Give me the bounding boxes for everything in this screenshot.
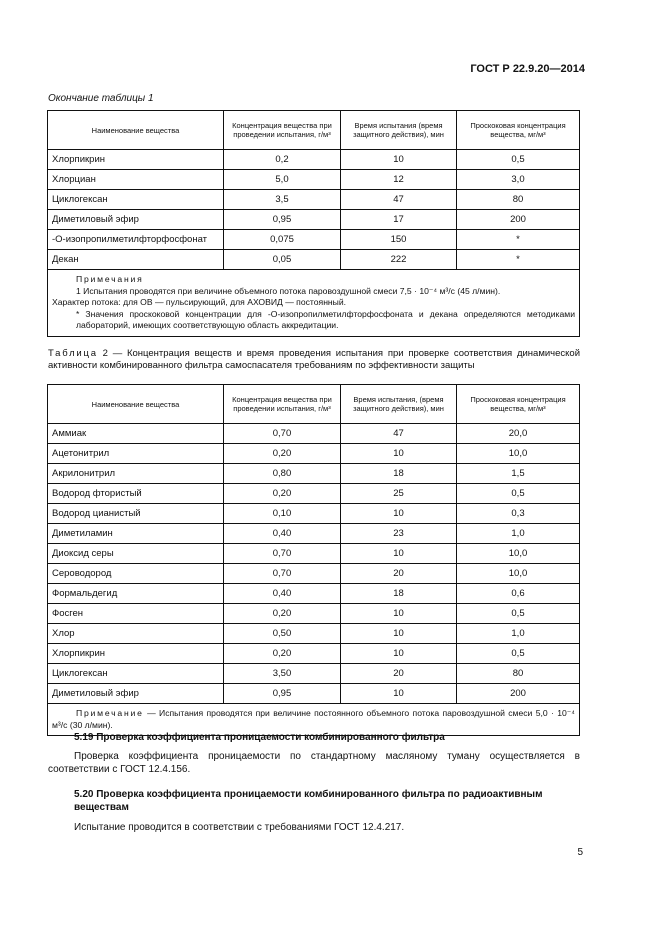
table-row xyxy=(48,250,580,270)
section-5-19 xyxy=(48,731,580,776)
value-cell: 10 xyxy=(341,504,457,524)
value-cell: 23 xyxy=(341,524,457,544)
substance-cell: Сероводород xyxy=(48,564,224,584)
value-cell: 47 xyxy=(341,424,457,444)
value-cell: 0,40 xyxy=(224,584,341,604)
value-cell: 10,0 xyxy=(457,544,580,564)
table-2 xyxy=(47,384,580,736)
note-1: 1 Испытания проводятся при величине объемного потока паровоздушной смеси 7,5 · 10⁻⁴ м³/с (45 л/мин). xyxy=(76,285,501,296)
value-cell: 10 xyxy=(341,624,457,644)
value-cell: 3,0 xyxy=(457,170,580,190)
value-cell: 0,2 xyxy=(224,150,341,170)
substance-cell: Хлорциан xyxy=(48,170,224,190)
notes-heading: Примечания xyxy=(76,274,144,284)
value-cell: 3,5 xyxy=(224,190,341,210)
value-cell: 0,80 xyxy=(224,464,341,484)
section-5-20 xyxy=(48,788,580,834)
column-header: Наименование вещества xyxy=(48,385,224,424)
table-row xyxy=(48,684,580,704)
note-2: * Значения проскоковой концентрации для -О-изопропилметилфторфосфоната и декана определяются методиками лабораторий, имеющих соответствующую область аккредитации. xyxy=(76,308,575,330)
value-cell: 0,05 xyxy=(224,250,341,270)
value-cell: 25 xyxy=(341,484,457,504)
table2-title-text: 2 — Концентрация веществ и время проведения испытания при проверке соответствия динамической активности комбинированного фильтра самоспасателя требованиям по эффективности защиты xyxy=(48,348,581,371)
value-cell: 200 xyxy=(457,684,580,704)
table2-title xyxy=(48,348,580,372)
substance-cell: Циклогексан xyxy=(48,190,224,210)
column-header: Наименование вещества xyxy=(48,111,224,150)
value-cell: 12 xyxy=(341,170,457,190)
value-cell: 0,50 xyxy=(224,624,341,644)
value-cell: 0,20 xyxy=(224,644,341,664)
value-cell: 150 xyxy=(341,230,457,250)
table-row xyxy=(48,170,580,190)
value-cell: 0,70 xyxy=(224,564,341,584)
table-row xyxy=(48,584,580,604)
substance-cell: -О-изопропилметилфторфосфонат xyxy=(48,230,224,250)
value-cell: 18 xyxy=(341,584,457,604)
substance-cell: Водород цианистый xyxy=(48,504,224,524)
table-row xyxy=(48,664,580,684)
value-cell: 200 xyxy=(457,210,580,230)
table-row xyxy=(48,190,580,210)
value-cell: 0,075 xyxy=(224,230,341,250)
substance-cell: Водород фтористый xyxy=(48,484,224,504)
substance-cell: Формальдегид xyxy=(48,584,224,604)
section-text: Проверка коэффициента проницаемости по стандартному масляному туману осуществляется в соответствии с ГОСТ 12.4.156. xyxy=(48,751,580,775)
table-row xyxy=(48,444,580,464)
table-row xyxy=(48,524,580,544)
column-header: Время испытания (время защитного действия), мин xyxy=(341,111,457,150)
table-row xyxy=(48,464,580,484)
table-notes-row xyxy=(48,270,580,337)
substance-cell: Хлорпикрин xyxy=(48,150,224,170)
column-header: Время испытания, (время защитного действия), мин xyxy=(341,385,457,424)
column-header: Концентрация вещества при проведении испытания, г/м³ xyxy=(224,111,341,150)
value-cell: 80 xyxy=(457,664,580,684)
standard-number: ГОСТ Р 22.9.20—2014 xyxy=(470,63,585,75)
column-header: Проскоковая концентрация вещества, мг/м³ xyxy=(457,385,580,424)
table-row xyxy=(48,484,580,504)
substance-cell: Диметиловый эфир xyxy=(48,684,224,704)
substance-cell: Диоксид серы xyxy=(48,544,224,564)
value-cell: 0,5 xyxy=(457,604,580,624)
value-cell: 0,40 xyxy=(224,524,341,544)
value-cell: 0,3 xyxy=(457,504,580,524)
value-cell: 10 xyxy=(341,544,457,564)
substance-cell: Диметиламин xyxy=(48,524,224,544)
value-cell: 0,5 xyxy=(457,644,580,664)
section-text: Испытание проводится в соответствии с требованиями ГОСТ 12.4.217. xyxy=(74,822,405,833)
note-text: — Испытания проводятся при величине постоянного объемного потока паровоздушной смеси 5,0 · 10⁻⁴ м³/с (30 л/мин). xyxy=(52,708,575,730)
value-cell: 0,95 xyxy=(224,210,341,230)
value-cell: * xyxy=(457,250,580,270)
value-cell: 0,6 xyxy=(457,584,580,604)
value-cell: 0,10 xyxy=(224,504,341,524)
column-header: Концентрация вещества при проведении испытания, г/м³ xyxy=(224,385,341,424)
value-cell: 20 xyxy=(341,564,457,584)
table-row xyxy=(48,230,580,250)
table-row xyxy=(48,564,580,584)
value-cell: 20,0 xyxy=(457,424,580,444)
table-1 xyxy=(47,110,580,337)
value-cell: 0,95 xyxy=(224,684,341,704)
table-row xyxy=(48,424,580,444)
value-cell: 0,20 xyxy=(224,604,341,624)
value-cell: 0,20 xyxy=(224,444,341,464)
value-cell: 1,0 xyxy=(457,624,580,644)
table-header-row xyxy=(48,385,580,424)
substance-cell: Декан xyxy=(48,250,224,270)
value-cell: 10 xyxy=(341,150,457,170)
substance-cell: Ацетонитрил xyxy=(48,444,224,464)
section-heading: 5.19 Проверка коэффициента проницаемости комбинированного фильтра xyxy=(74,732,445,743)
value-cell: 17 xyxy=(341,210,457,230)
table-row xyxy=(48,604,580,624)
value-cell: 80 xyxy=(457,190,580,210)
column-header: Проскоковая концентрация вещества, мг/м³ xyxy=(457,111,580,150)
substance-cell: Фосген xyxy=(48,604,224,624)
substance-cell: Акрилонитрил xyxy=(48,464,224,484)
substance-cell: Аммиак xyxy=(48,424,224,444)
table-row xyxy=(48,210,580,230)
table-row xyxy=(48,544,580,564)
value-cell: 222 xyxy=(341,250,457,270)
value-cell: 1,0 xyxy=(457,524,580,544)
value-cell: 0,70 xyxy=(224,424,341,444)
value-cell: 0,70 xyxy=(224,544,341,564)
value-cell: * xyxy=(457,230,580,250)
value-cell: 10 xyxy=(341,604,457,624)
table-row xyxy=(48,624,580,644)
page-number: 5 xyxy=(577,847,583,858)
table-header-row xyxy=(48,111,580,150)
section-heading: 5.20 Проверка коэффициента проницаемости комбинированного фильтра по радиоактивным веществам xyxy=(74,789,543,813)
value-cell: 10,0 xyxy=(457,444,580,464)
value-cell: 0,5 xyxy=(457,484,580,504)
substance-cell: Диметиловый эфир xyxy=(48,210,224,230)
value-cell: 47 xyxy=(341,190,457,210)
substance-cell: Хлорпикрин xyxy=(48,644,224,664)
table1-caption: Окончание таблицы 1 xyxy=(48,93,154,104)
substance-cell: Хлор xyxy=(48,624,224,644)
value-cell: 10 xyxy=(341,444,457,464)
table2-title-label: Таблица xyxy=(48,348,98,359)
value-cell: 0,5 xyxy=(457,150,580,170)
table-row xyxy=(48,504,580,524)
table-row xyxy=(48,644,580,664)
value-cell: 5,0 xyxy=(224,170,341,190)
value-cell: 10 xyxy=(341,644,457,664)
value-cell: 0,20 xyxy=(224,484,341,504)
note-label: Примечание xyxy=(76,708,144,718)
value-cell: 18 xyxy=(341,464,457,484)
value-cell: 1,5 xyxy=(457,464,580,484)
value-cell: 10,0 xyxy=(457,564,580,584)
note-1-continuation: Характер потока: для ОВ — пульсирующий, для АХОВИД — постоянный. xyxy=(52,297,347,307)
substance-cell: Циклогексан xyxy=(48,664,224,684)
value-cell: 3,50 xyxy=(224,664,341,684)
table-row xyxy=(48,150,580,170)
value-cell: 10 xyxy=(341,684,457,704)
table-notes xyxy=(48,270,580,337)
value-cell: 20 xyxy=(341,664,457,684)
